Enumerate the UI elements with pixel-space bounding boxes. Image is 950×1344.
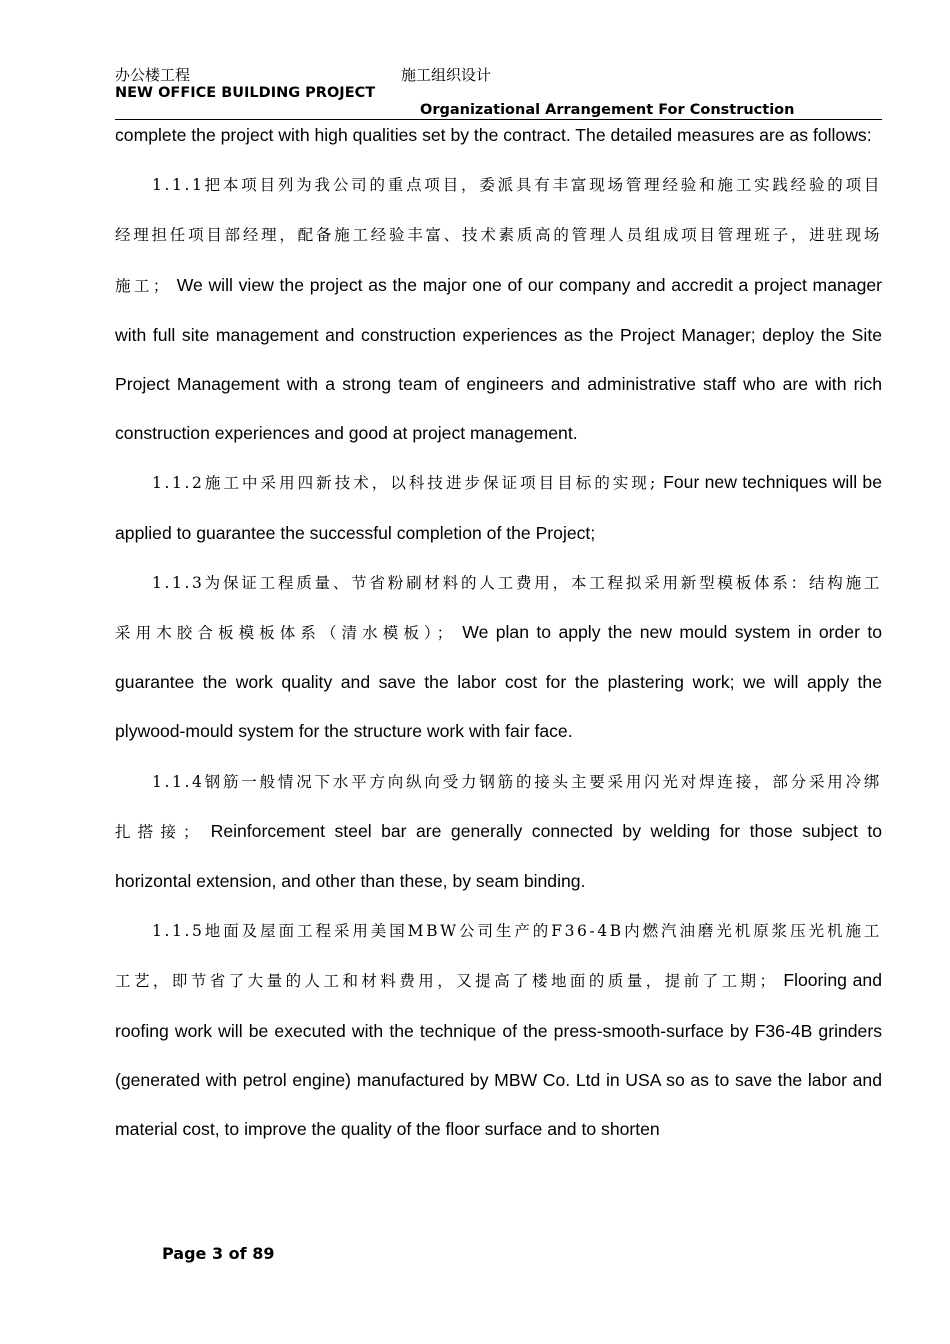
paragraph-en-text: complete the project with high qualities set by the contract. The detailed measures are as follows: <box>115 125 872 145</box>
clause-number: 1.1.5 <box>152 922 205 941</box>
paragraph-en-text: Reinforcement steel bar are generally connected by welding for those subject to horizontal extension, and other than these, by seam binding. <box>115 820 882 892</box>
document-body <box>115 111 882 1154</box>
clause-number: 1.1.3 <box>152 573 205 592</box>
clause-number: 1.1.1 <box>152 176 205 195</box>
header-cn-project: 办公楼工程 <box>115 66 191 84</box>
paragraph-continuation <box>115 111 882 160</box>
paragraph-cn-text: 施工中采用四新技术，以科技进步保证项目目标的实现; <box>204 474 658 493</box>
page-number: Page 3 of 89 <box>162 1244 275 1263</box>
paragraph-cn-text: 地面及屋面工程采用美国MBW公司生产的F36-4B内燃汽油磨光机原浆压光机施工工艺，即节省了大量的人工和材料费用，又提高了楼地面的质量，提前了工期； <box>115 922 882 991</box>
header-en-doc-title: Organizational Arrangement For Construction <box>420 102 795 118</box>
header-cn-doc-title: 施工组织设计 <box>401 66 492 84</box>
paragraph-1-1-4 <box>115 757 882 907</box>
paragraph-en-text: We will view the project as the major one of our company and accredit a project manager with full site management and construction experiences as the Project Manager; deploy the Site Project Management with a strong team of engineers and administrative staff who are with rich construction experiences and good at project management. <box>115 274 882 444</box>
paragraph-1-1-1 <box>115 160 882 458</box>
paragraph-cn-text: 把本项目列为我公司的重点项目，委派具有丰富现场管理经验和施工实践经验的项目经理担任项目部经理，配备施工经验丰富、技术素质高的管理人员组成项目管理班子，进驻现场施工； <box>115 176 882 295</box>
clause-number: 1.1.4 <box>152 772 205 791</box>
clause-number: 1.1.2 <box>152 474 205 493</box>
paragraph-en-text: We plan to apply the new mould system in order to guarantee the work quality and save the labor cost for the plastering work; we will apply the plywood-mould system for the structure work with fair face. <box>115 622 883 742</box>
paragraph-1-1-2 <box>115 458 882 557</box>
paragraph-1-1-3 <box>115 558 882 757</box>
paragraph-en-text: Four new techniques will be applied to guarantee the successful completion of the Project; <box>115 472 883 543</box>
paragraph-cn-text: 为保证工程质量、节省粉刷材料的人工费用，本工程拟采用新型模板体系：结构施工采用木胶合板模板体系（清水模板）； <box>115 573 882 643</box>
paragraph-cn-text: 钢筋一般情况下水平方向纵向受力钢筋的接头主要采用闪光对焊连接，部分采用冷绑扎搭接； <box>115 772 882 841</box>
paragraph-en-text: Flooring and roofing work will be executed with the technique of the press-smooth-surface by F36-4B grinders (generated with petrol engine) manufactured by MBW Co. Ltd in USA so as to save the labor and material cost, to improve the quality of the floor surface and to shorten <box>115 970 882 1140</box>
header-en-project: NEW OFFICE BUILDING PROJECT <box>115 85 376 101</box>
paragraph-1-1-5 <box>115 906 882 1154</box>
